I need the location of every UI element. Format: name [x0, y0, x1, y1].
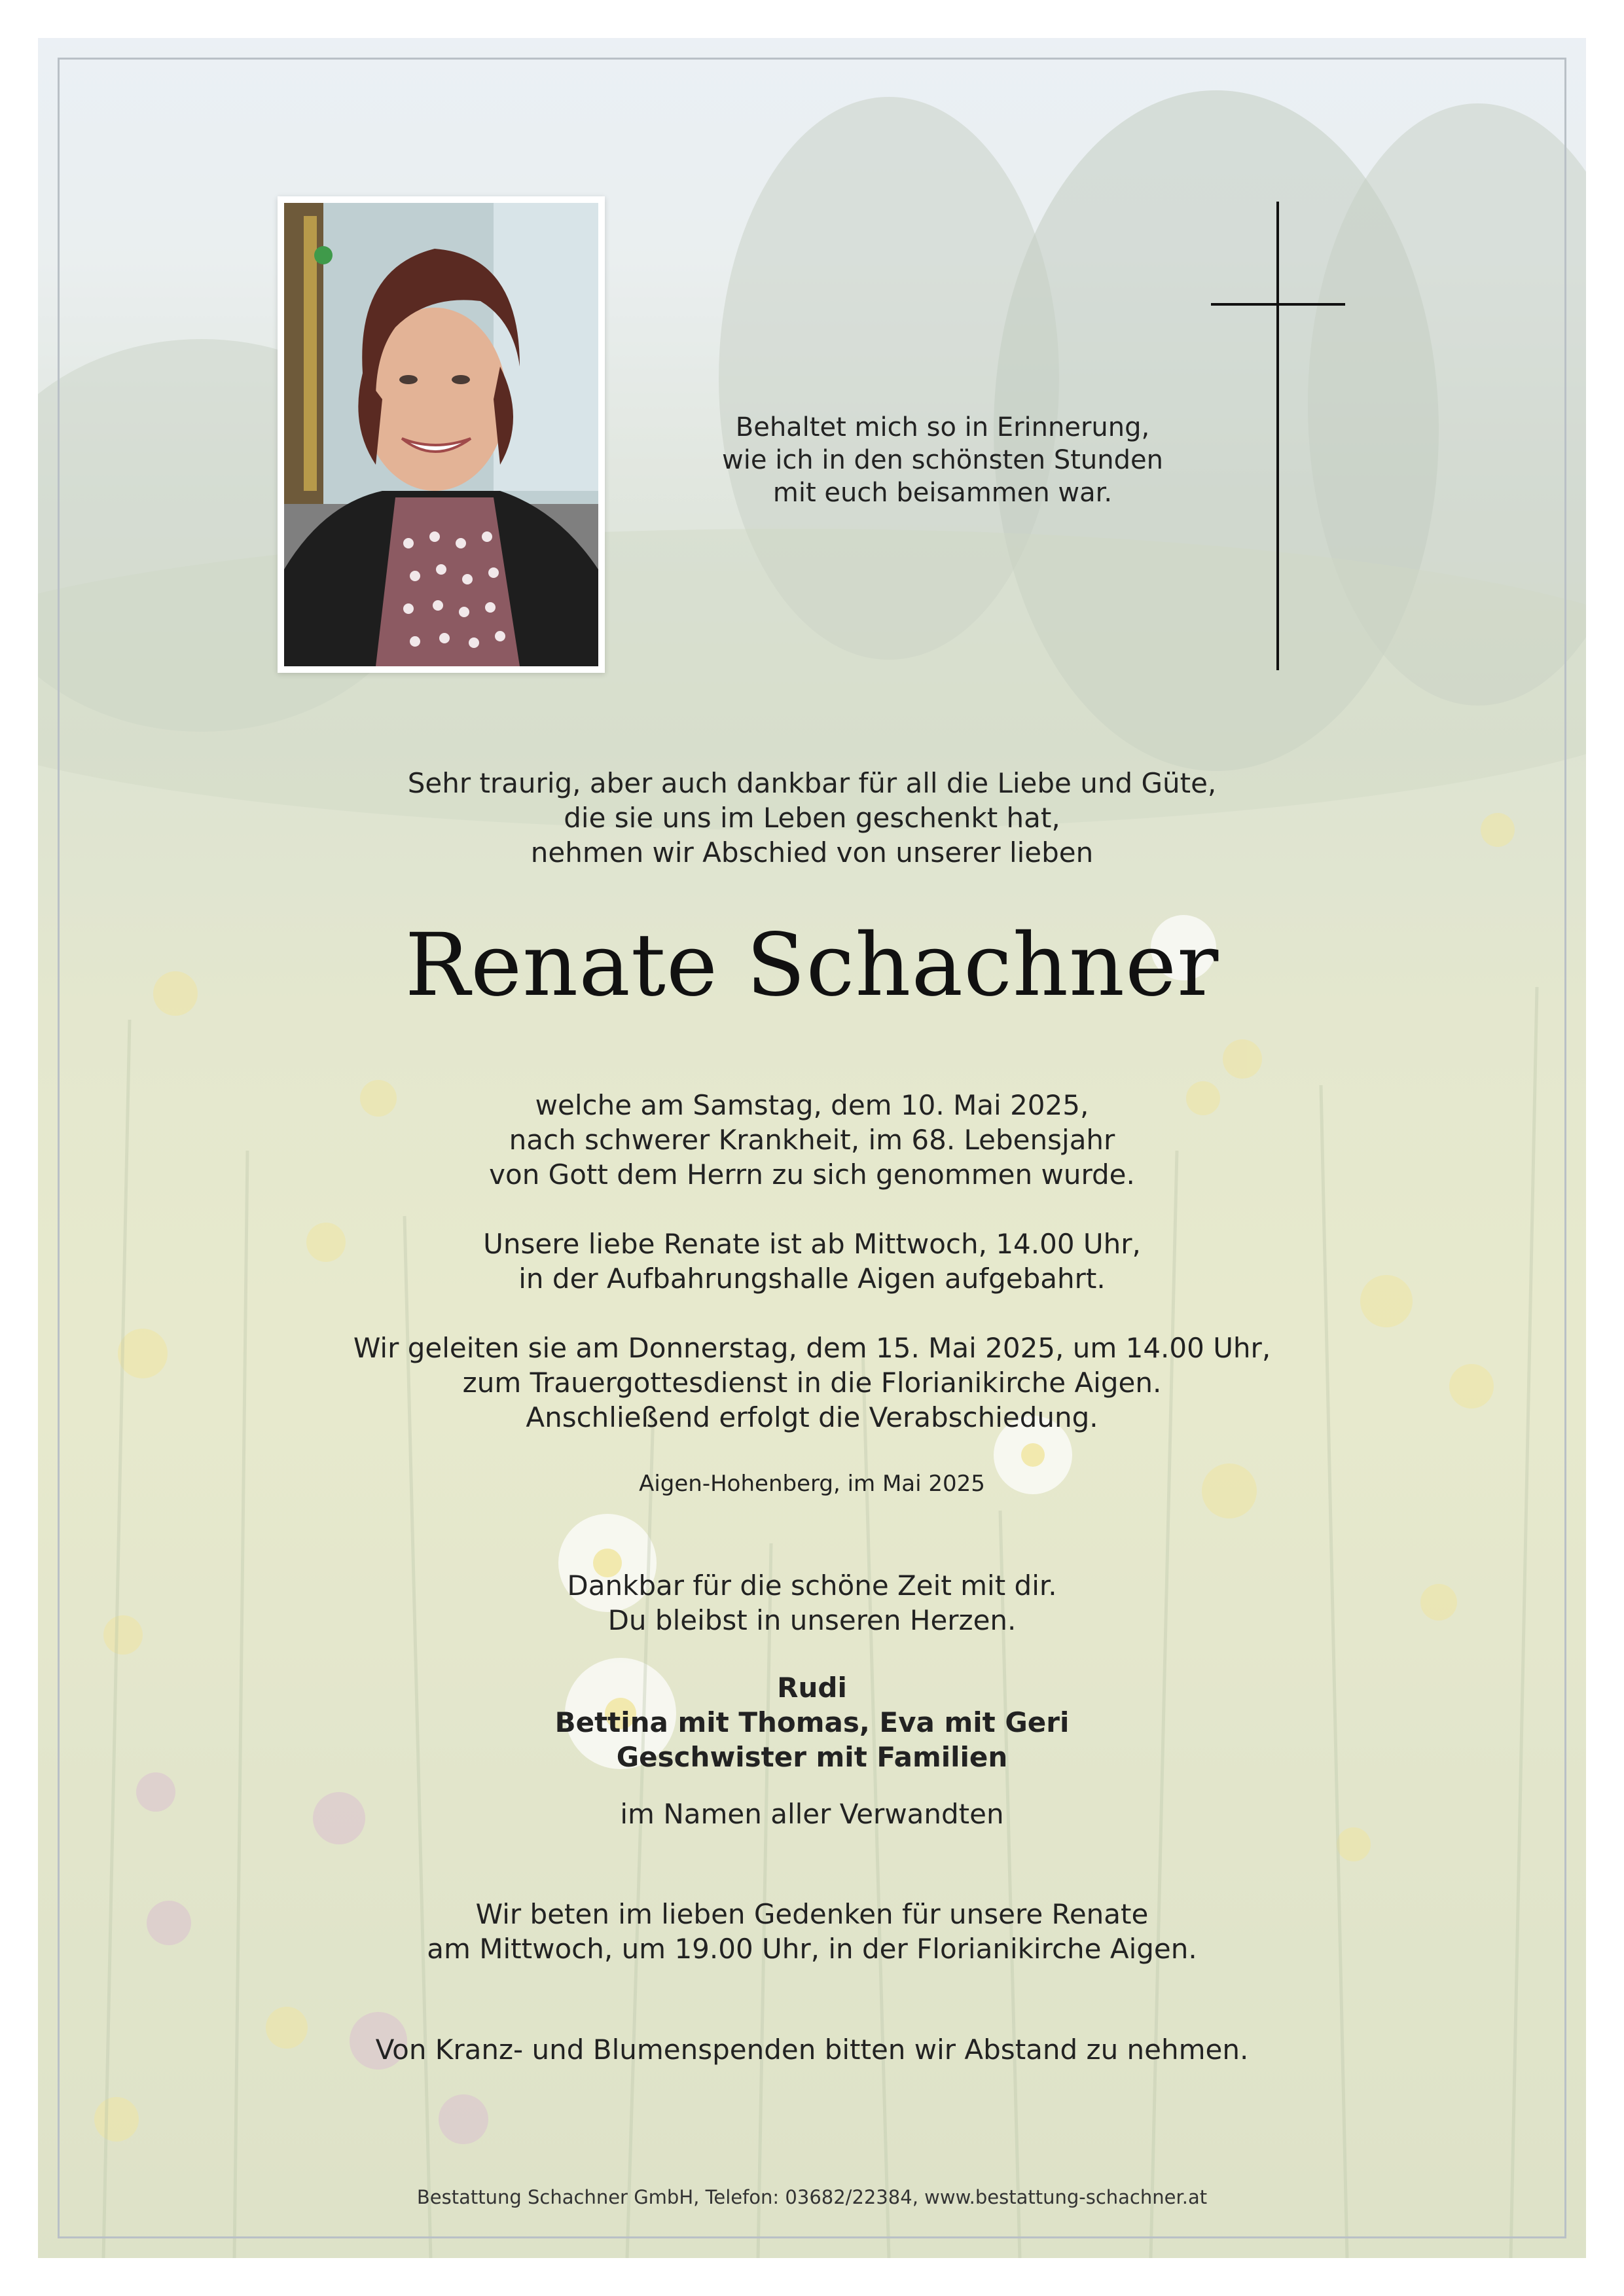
mourner-line: Geschwister mit Familien	[616, 1741, 1008, 1773]
latin-cross-icon	[1211, 202, 1345, 670]
passing-line: welche am Samstag, dem 10. Mai 2025,	[535, 1089, 1089, 1121]
motto-verse	[681, 411, 1204, 509]
prayer-line: Wir beten im lieben Gedenken für unsere Renate	[475, 1898, 1149, 1930]
place-and-date: Aigen-Hohenberg, im Mai 2025	[639, 1471, 985, 1497]
motto-line: mit euch beisammen war.	[772, 478, 1113, 508]
intro-line: die sie uns im Leben geschenkt hat,	[564, 802, 1060, 834]
funeral-home-footer: Bestattung Schachner GmbH, Telefon: 03682/22384, www.bestattung-schachner.at	[416, 2186, 1208, 2208]
thanks-line: Dankbar für die schöne Zeit mit dir.	[567, 1570, 1057, 1602]
funeral-line: zum Trauergottesdienst in die Florianikirche Aigen.	[462, 1367, 1162, 1399]
motto-line: Behaltet mich so in Erinnerung,	[735, 412, 1150, 442]
intro-text	[0, 766, 1624, 870]
viewing-line: in der Aufbahrungshalle Aigen aufgebahrt.	[518, 1263, 1106, 1295]
prayer-notice	[0, 1897, 1624, 1966]
motto-line: wie ich in den schönsten Stunden	[722, 445, 1163, 475]
intro-line: nehmen wir Abschied von unserer lieben	[530, 836, 1094, 869]
mourner-line: Rudi	[777, 1672, 847, 1704]
thanks-line: Du bleibst in unseren Herzen.	[607, 1604, 1017, 1636]
passing-line: von Gott dem Herrn zu sich genommen wurde.	[489, 1158, 1135, 1191]
passing-line: nach schwerer Krankheit, im 68. Lebensjahr	[509, 1124, 1115, 1156]
funeral-line: Anschließend erfolgt die Verabschiedung.	[526, 1401, 1098, 1433]
prayer-line: am Mittwoch, um 19.00 Uhr, in der Florianikirche Aigen.	[427, 1933, 1197, 1965]
funeral-line: Wir geleiten sie am Donnerstag, dem 15. Mai 2025, um 14.00 Uhr,	[353, 1332, 1271, 1364]
portrait-photo	[284, 203, 598, 666]
portrait-photo-frame	[278, 196, 605, 673]
deceased-name: Renate Schachner	[405, 915, 1219, 1016]
mourner-line: Bettina mit Thomas, Eva mit Geri	[554, 1706, 1070, 1738]
donations-notice: Von Kranz- und Blumenspenden bitten wir Abstand zu nehmen.	[375, 2034, 1249, 2066]
mourners-list	[0, 1670, 1624, 1774]
on-behalf-text: im Namen aller Verwandten	[620, 1798, 1004, 1830]
viewing-line: Unsere liebe Renate ist ab Mittwoch, 14.00 Uhr,	[483, 1228, 1141, 1260]
announcement-details	[0, 1088, 1624, 1435]
intro-line: Sehr traurig, aber auch dankbar für all die Liebe und Güte,	[407, 767, 1217, 799]
thanks-text	[0, 1568, 1624, 1638]
